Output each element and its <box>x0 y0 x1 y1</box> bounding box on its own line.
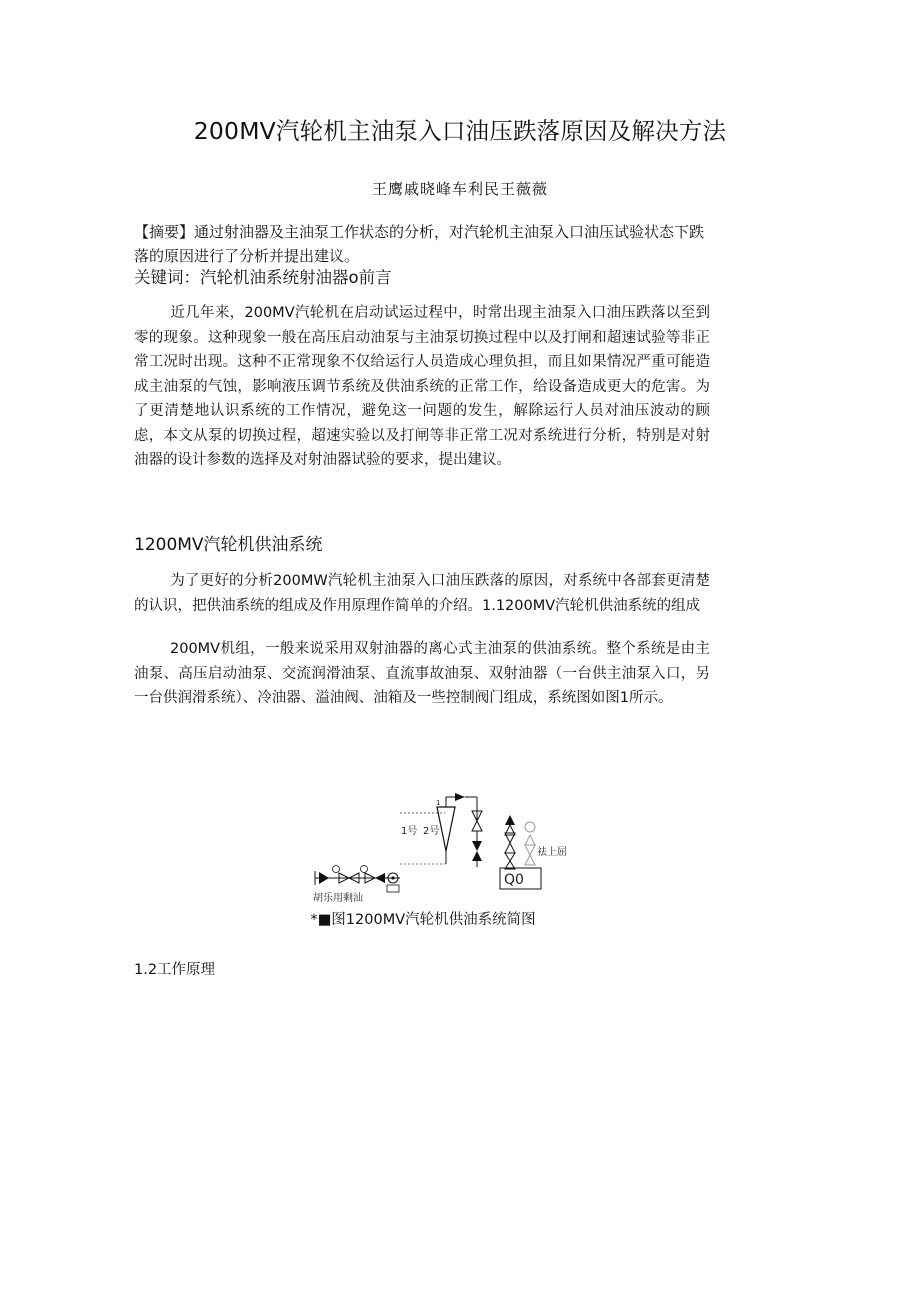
label-right: 祛上屈 <box>537 847 567 858</box>
abstract <box>134 220 710 268</box>
gauge-icon <box>361 866 368 873</box>
gauge-icon <box>525 822 535 832</box>
ejector-icon <box>437 807 455 851</box>
check-valve-icon <box>319 872 329 884</box>
section-1-paragraph-2 <box>134 637 710 711</box>
section-1-paragraph-1 <box>134 569 710 618</box>
valve-icon <box>525 855 535 865</box>
svg-text:1: 1 <box>436 799 441 807</box>
valve-icon <box>505 853 515 861</box>
figure-caption: *■图1200MV汽轮机供油系统简图 <box>310 912 536 928</box>
q0-label: Q0 <box>504 872 524 888</box>
intro-paragraph <box>134 301 710 473</box>
abstract-label: 【摘要】 <box>134 223 195 241</box>
keywords-line: 关键词：汽轮机油系统射油器o前言 <box>134 268 392 287</box>
valve-icon <box>525 835 535 845</box>
pump-center <box>391 876 394 879</box>
label-no1: 1号 <box>401 826 418 837</box>
label-bottom: 胡乐用剩汕 <box>313 893 363 904</box>
section-1-paragraph-1-text: 为了更好的分析200MW汽轮机主油泵入口油压跌落的原因，对系统中各部套更清楚的认识，把供油系统的组成及作用原理作简单的介绍。1.1200MV汽轮机供油系统的组成 <box>134 573 710 614</box>
authors-line: 王鹰戚晓峰车利民王薇薇 <box>371 180 548 198</box>
oil-system-diagram <box>305 785 585 905</box>
valve-icon <box>472 841 482 851</box>
valve-icon <box>375 873 385 883</box>
abstract-text: 通过射油器及主油泵工作状态的分析，对汽轮机主油泵入口油压试验状态下跌落的原因进行了分析并提出建议。 <box>134 223 705 265</box>
motor-icon <box>387 885 399 892</box>
gauge-icon <box>333 866 340 873</box>
intro-paragraph-text: 近几年来，200MV汽轮机在启动试运过程中，时常出现主油泵入口油压跌落以至到零的现象。这种现象一般在高压启动油泵与主油泵切换过程中以及打闸和超速试验等非正常工况时出现。这种不正常现象不仅给运行人员造成心理负担，而且如果情况严重可能造成主油泵的气蚀，影响液压调节系统及供油系统的正常工作，给设备造成更大的危害。为了更清楚地认识系统的工作情况，避免这一问题的发生，解除运行人员对油压波动的顾虑，本文从泵的切换过程，超速实验以及打闸等非正常工况对系统进行分析，特别是对射油器的设计参数的选择及对射油器试验的要求，提出建议。 <box>134 305 710 468</box>
subsection-1-2-heading: 1.2工作原理 <box>134 962 216 978</box>
valve-icon <box>505 843 515 853</box>
section-1-heading: 1200MV汽轮机供油系统 <box>134 535 323 555</box>
document-title: 200MV汽轮机主油泵入口油压跌落原因及解决方法 <box>193 117 727 145</box>
check-valve-icon <box>455 793 465 801</box>
section-1-paragraph-2-text: 200MV机组，一般来说采用双射油器的离心式主油泵的供油系统。整个系统是由主油泵、高压启动油泵、交流润滑油泵、直流事故油泵、双射油器（一台供主油泵入口，另一台供润滑系统）、冷油器、溢油阀、油箱及一些控制阀门组成，系统图如图1所示。 <box>134 641 710 706</box>
valve-icon <box>505 815 515 825</box>
valve-icon <box>472 851 482 861</box>
valve-icon <box>525 845 535 855</box>
pipe-line <box>446 797 455 807</box>
valve-icon <box>472 821 482 831</box>
label-no2: 2号 <box>423 826 440 837</box>
